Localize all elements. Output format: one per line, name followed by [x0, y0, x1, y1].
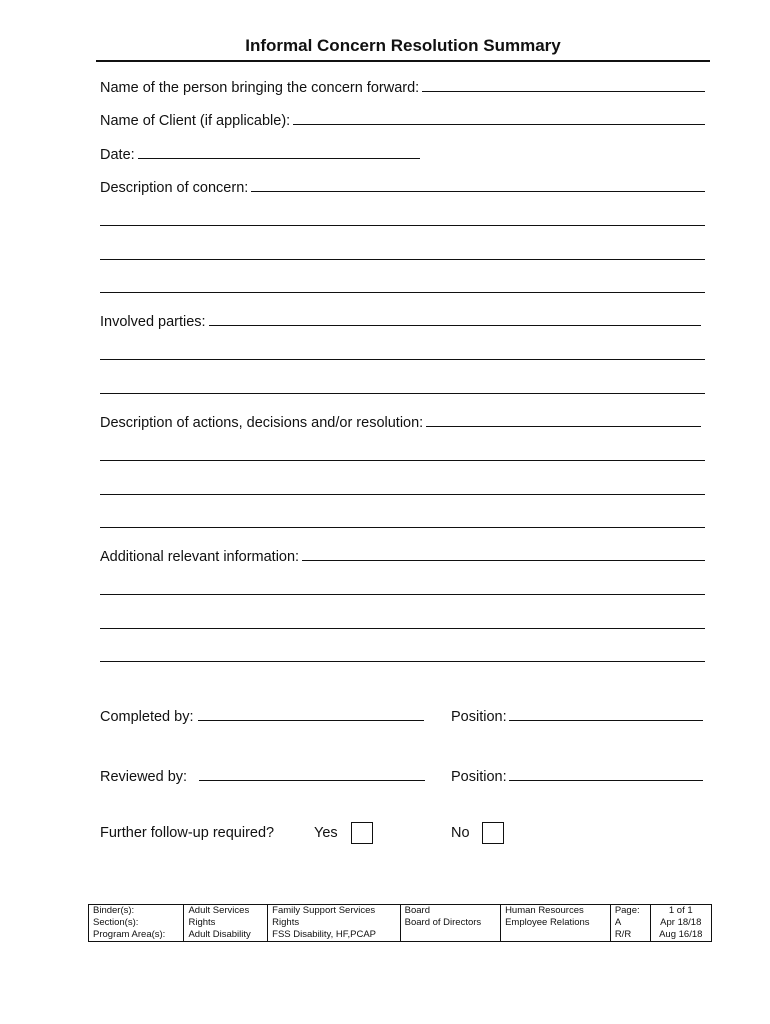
- involved-label: Involved parties:: [100, 314, 206, 330]
- client-field-row: [100, 107, 705, 129]
- actions-blank[interactable]: [426, 425, 701, 427]
- footer-cell: A: [610, 917, 650, 929]
- completed-by-label: Completed by:: [100, 709, 194, 725]
- additional-line-4[interactable]: [100, 661, 705, 662]
- description-label: Description of concern:: [100, 180, 249, 196]
- description-line-2[interactable]: [100, 225, 705, 226]
- reviewed-position-blank[interactable]: [509, 780, 703, 781]
- reviewed-position-row: [451, 763, 703, 785]
- additional-blank[interactable]: [302, 559, 705, 561]
- client-label: Name of Client (if applicable):: [100, 113, 291, 129]
- additional-label: Additional relevant information:: [100, 549, 300, 565]
- actions-line-3[interactable]: [100, 494, 705, 495]
- footer-cell: Board of Directors: [400, 917, 500, 929]
- footer-cell: 1 of 1: [650, 905, 711, 918]
- footer-cell: Rights: [268, 917, 400, 929]
- description-line-4[interactable]: [100, 292, 705, 293]
- document-control-table: [88, 904, 712, 942]
- footer-row: [89, 905, 712, 918]
- footer-cell: Program Area(s):: [89, 929, 184, 942]
- completed-by-row: [100, 703, 424, 725]
- followup-no-checkbox[interactable]: [482, 822, 504, 844]
- actions-line-2[interactable]: [100, 460, 705, 461]
- footer-cell: Section(s):: [89, 917, 184, 929]
- involved-field-row: [100, 308, 701, 330]
- footer-cell: Aug 16/18: [650, 929, 711, 942]
- additional-line-3[interactable]: [100, 628, 705, 629]
- footer-cell: FSS Disability, HF,PCAP: [268, 929, 400, 942]
- reviewed-by-label: Reviewed by:: [100, 769, 188, 785]
- description-blank[interactable]: [251, 190, 705, 192]
- person-field-row: [100, 74, 705, 96]
- footer-row: [89, 929, 712, 942]
- client-blank[interactable]: [293, 123, 705, 125]
- document-title: Informal Concern Resolution Summary: [245, 36, 561, 55]
- followup-no-label: No: [451, 825, 470, 841]
- additional-field-row: [100, 543, 705, 565]
- footer-cell: Family Support Services: [268, 905, 400, 918]
- reviewed-position-label: Position:: [451, 769, 507, 785]
- involved-blank[interactable]: [209, 324, 701, 326]
- date-blank[interactable]: [138, 157, 420, 159]
- involved-line-3[interactable]: [100, 393, 705, 394]
- footer-cell: Employee Relations: [501, 917, 611, 929]
- footer-cell: [400, 929, 500, 942]
- completed-by-blank[interactable]: [198, 720, 424, 721]
- footer-cell: Adult Services: [184, 905, 268, 918]
- footer-cell: Adult Disability: [184, 929, 268, 942]
- additional-line-2[interactable]: [100, 594, 705, 595]
- title-divider: [96, 60, 710, 62]
- description-field-row: [100, 174, 705, 196]
- footer-cell: Apr 18/18: [650, 917, 711, 929]
- footer-cell: Rights: [184, 917, 268, 929]
- footer-row: [89, 917, 712, 929]
- person-label: Name of the person bringing the concern forward:: [100, 80, 420, 96]
- date-label: Date:: [100, 147, 135, 163]
- followup-yes-checkbox[interactable]: [351, 822, 373, 844]
- footer-cell: [501, 929, 611, 942]
- completed-position-blank[interactable]: [509, 720, 703, 721]
- description-line-3[interactable]: [100, 259, 705, 260]
- footer-cell: Page:: [610, 905, 650, 918]
- reviewed-by-row: [100, 763, 425, 785]
- footer-cell: Human Resources: [501, 905, 611, 918]
- actions-line-4[interactable]: [100, 527, 705, 528]
- followup-yes-label: Yes: [314, 825, 338, 841]
- actions-field-row: [100, 409, 701, 431]
- involved-line-2[interactable]: [100, 359, 705, 360]
- followup-label: Further follow-up required?: [100, 825, 275, 841]
- date-field-row: [100, 141, 420, 163]
- footer-cell: R/R: [610, 929, 650, 942]
- footer-cell: Binder(s):: [89, 905, 184, 918]
- completed-position-row: [451, 703, 703, 725]
- completed-position-label: Position:: [451, 709, 507, 725]
- person-blank[interactable]: [422, 90, 705, 92]
- reviewed-by-blank[interactable]: [199, 780, 425, 781]
- footer-cell: Board: [400, 905, 500, 918]
- actions-label: Description of actions, decisions and/or resolution:: [100, 415, 424, 431]
